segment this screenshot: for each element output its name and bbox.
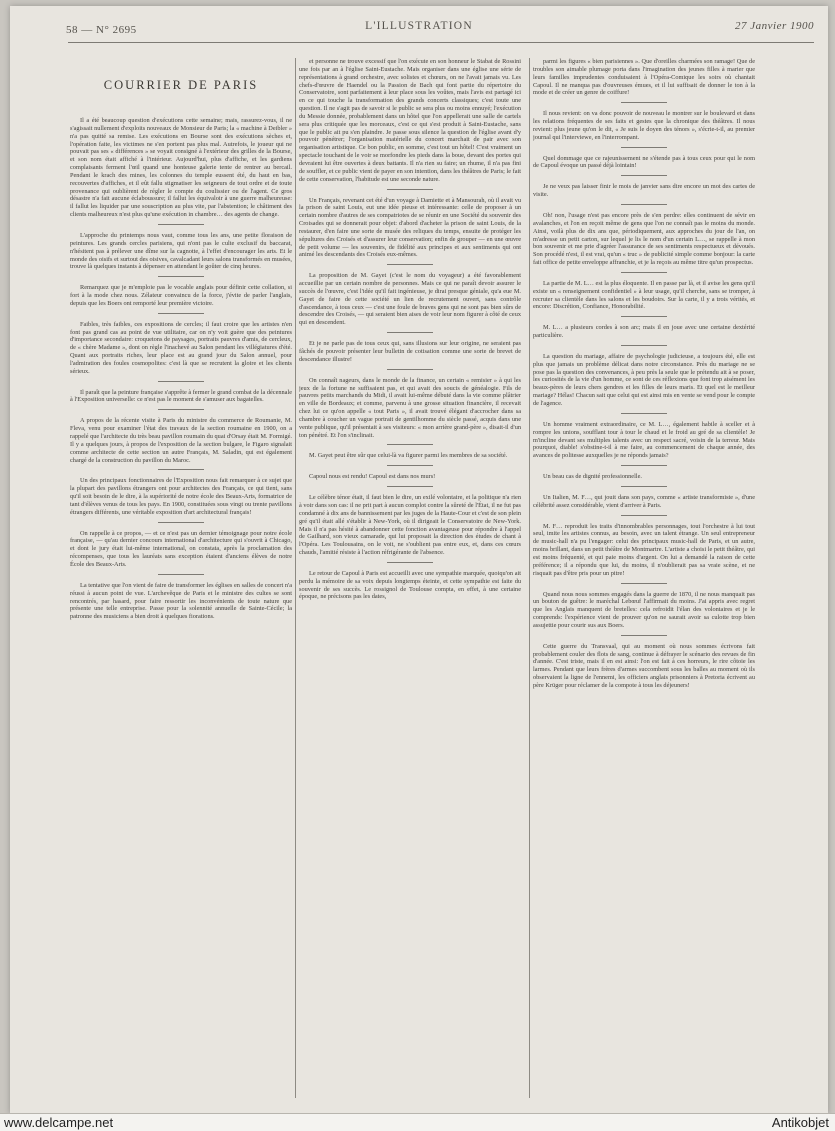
paragraph-separator bbox=[158, 381, 204, 382]
paragraph-separator bbox=[621, 175, 667, 176]
article-paragraph: Capoul nous est rendu! Capoul est dans nos murs! bbox=[309, 473, 436, 481]
article-paragraph: La question du mariage, affaire de psychologie judicieuse, a toujours été, elle est plus que jamais un problème délicat dans notre circonstance. Près du mariage ne se pose pas la question des convenances, à peu près la seule que le prétendu ait à se poser, les curiosités de la vie d'un homme, ce sont de ces réflexions que font trop aisément les beaux-pères de leurs chers gendres et les filles de leurs maris. Et quel est le meilleur mariage? Hélas! Chacun sait que celui qui est ainsi mis en vente se vend pour le compte de l'agence. bbox=[533, 352, 755, 407]
column-2-body bbox=[299, 58, 521, 601]
article-paragraph: Il paraît que la peinture française s'apprête à fermer le grand combat de la décennale à l'Exposition universelle: ce n'est pas le moment de s'amuser aux bagatelles. bbox=[70, 388, 292, 404]
paragraph-separator bbox=[621, 316, 667, 317]
column-divider bbox=[529, 58, 530, 1098]
watermark-band bbox=[0, 1113, 835, 1131]
paragraph-separator bbox=[621, 413, 667, 414]
article-paragraph: Il nous revient: on va donc pouvoir de nouveau le montrer sur le boulevard et dans les relations fréquentes de ses faits et gestes que la chronique des théâtres. Il nous revient: plus jeune qu'on le dit, « Je suis le doyen des ténors », s'écrie-t-il, au premier journal qui l'interviewe, en l'interrompant. bbox=[533, 110, 755, 141]
paragraph-separator bbox=[387, 264, 433, 265]
paragraph-separator bbox=[158, 313, 204, 314]
paragraph-separator bbox=[387, 562, 433, 563]
article-paragraph: Remarquez que je m'emploie pas le vocable anglais pour définir cette collation, si fort à la mode chez nous. Zélateur convaincu de la force, j'évite de parler l'anglais, depuis que les Boers ont remporté leur première victoire. bbox=[70, 284, 292, 307]
article-paragraph: parmi les figures « bien parisiennes ». Que d'oreilles charmées son ramage! Que de troubles son aimable plumage porta dans l'imagination des jeunes filles à marier que leurs familles imprudentes conduisaient à l'Opéra-Comique les soirs où chantait Capoul. Il ne manqua pas d'ouvreuses émues, et il lui suffisait de donner le ton à la mode et de créer un genre de coiffure! bbox=[533, 58, 755, 97]
paragraph-separator bbox=[158, 409, 204, 410]
paragraph-separator bbox=[621, 465, 667, 466]
running-head bbox=[10, 20, 828, 36]
paragraph-separator bbox=[387, 369, 433, 370]
article-paragraph: A propos de la récente visite à Paris du ministre du commerce de Roumanie, M. Fleva, venu pour examiner l'état des travaux de la section roumaine en 1900, on a rappelé que l'architecte du très beau pavillon roumain du quai d'Orsay était M. Formigé. Il y a quelques jours, à propos de l'exposition de la section bulgare, le Figaro signalait comme architecte de cette section un autre Français, M. Saladin, qui est également chargé de la construction du pavillon du Maroc. bbox=[70, 417, 292, 464]
column-3 bbox=[533, 58, 755, 1100]
article-paragraph: Il a été beaucoup question d'exécutions cette semaine; mais, rassurez-vous, il ne s'agissait nullement d'exploits nouveaux de Monsieur de Paris; la « machine à Deibler » n'a pas quitté sa remise. Les exécutions en Bourse sont des exécutions sèches et, l'opération faite, les victimes ne s'en portent pas plus mal. Autrefois, le joueur qui ne pouvait pas ses « différences » se voyait consigné à l'extérieur des grilles de la Bourse, et son nom était affiché à l'intérieur. Aujourd'hui, plus d'affiche, et les gardiens complaisants ferment l'œil quand une honteuse galerie tente de rentrer au bercail. Pendant le krach des mines, les colonnes du temple eussent été, du haut en bas, recouvertes d'affiches, et il eût fallu stigmatiser les seigneurs de tout ordre et de toute provenance qui oublièrent de régler le compte du coulissier ou de l'agent. Ce gros désastre n'a fait aucune éclaboussure; il fallut les équivaloir à une guerre malheureuse: il fallut les liquider par une souscription au plus vite, par l'abstention; le châtiment des clients malheureux n'est plus qu'une exécution in chambre… des agents de change. bbox=[70, 117, 292, 219]
paragraph-separator bbox=[387, 332, 433, 333]
paragraph-separator bbox=[621, 635, 667, 636]
article-paragraph: La partie de M. L… est la plus éloquente. Il en passe par là, et il avise les gens qu'il existe un « renseignement confidentiel » à leur usage, qu'il cherche, sans se tromper, à recruter sa clientèle dans les salons et les boudoirs. Sur la carte, il y a trois vérités, et encore: Discrétion, Confiance, Honorabilité. bbox=[533, 279, 755, 311]
column-1 bbox=[70, 58, 292, 1100]
newspaper-page bbox=[10, 6, 828, 1114]
article-paragraph: Et je ne parle pas de tous ceux qui, sans illusions sur leur origine, ne seraient pas fâchés de pouvoir présenter leur bulletin de cotisation comme une sorte de brevet de descendance illustre! bbox=[299, 340, 521, 363]
article-paragraph: M. L… a plusieurs cordes à son arc; mais il en joue avec une certaine dextérité particulière. bbox=[533, 324, 755, 340]
article-paragraph: Un des principaux fonctionnaires de l'Exposition nous fait remarquer à ce sujet que la plupart des pavillons étrangers ont pour architectes des Français, ce qui tient, sans qu'il soit besoin de le dire, à la supériorité de notre école des Beaux-Arts, formatrice de tant d'élèves venus de tous les pays. En 1900, constituées sous vingt ou trente pavillons étrangers différents, une véritable exposition d'art architectural français! bbox=[70, 477, 292, 516]
paragraph-separator bbox=[621, 204, 667, 205]
paragraph-separator bbox=[621, 102, 667, 103]
paragraph-separator bbox=[621, 345, 667, 346]
article-paragraph: M. Gayet peut être sûr que celui-là va figurer parmi les membres de sa société. bbox=[309, 452, 508, 460]
paragraph-separator bbox=[621, 583, 667, 584]
watermark-left: www.delcampe.net bbox=[4, 1115, 114, 1130]
paragraph-separator bbox=[621, 147, 667, 148]
paragraph-separator bbox=[387, 189, 433, 190]
article-paragraph: Un Italien, M. F…, qui jouit dans son pays, comme « artiste transformiste », d'une célébrité assez considérable, vient d'arriver à Paris. bbox=[533, 493, 755, 509]
column-3-body bbox=[533, 58, 755, 690]
article-paragraph: La tentative que l'on vient de faire de transformer les églises en salles de concert n'a réussi à aucun point de vue. L'archevêque de Paris et le ministre des cultes se sont rencontrés, par hasard, pour faire ressortir les inconvénients de toute nature que présente une telle entreprise. Passe pour la solennité annuelle de Sainte-Cécile; la patronne des musiciens a bien droit à quelques fiorations. bbox=[70, 581, 292, 621]
article-paragraph: Un homme vraiment extraordinaire, ce M. L…, également habile à sceller et à rompre les unions, soufflant tour à tour le chaud et le froid au gré de sa clientèle! Je m'incline devant ses multiples talents avec un respect sacré, voisin de la terreur. Mais pourquoi, diable! s'obstine-t-il à me faire, au commencement de chaque année, des avances de politesse auxquelles je ne réponds jamais? bbox=[533, 420, 755, 460]
paragraph-separator bbox=[387, 465, 433, 466]
article-paragraph: Un beau cas de dignité professionnelle. bbox=[543, 473, 642, 481]
article-paragraph: Faibles, très faibles, ces expositions de cercles; il faut croire que les artistes n'en font pas grand cas au point de vue utilitaire, car on n'y voit guère que des peintures d'importance secondaire: croquetons de paysages, portraits pauvres d'amis, de cercleux, de « chère Madame », dont on règle l'inachevé au Salon pendant les villégiatures d'été. Quant aux portraits riches, leur place est au grand jour du Salon annuel, pour l'admiration des foules cosmopolites: c'est là que se recrutent la gloire et les clients sérieux. bbox=[70, 320, 292, 375]
article-paragraph: On connaît nageurs, dans le monde de la finance, un certain « remisier » à qui les jeux de la fortune ne suffisaient pas, et qui avait des soucis de généalogie. Fils de pauvres petits marchands du Midi, il avait lui-même débuté dans la vie comme plâtrier en ville de Bordeaux; et comme, parvenu à une grosse situation financière, il recevait chez lui ce qu'on appelle « tout Paris », il avait trouvé élégant d'accrocher dans sa chambre à coucher un vague portrait de gentilhomme du siècle passé, acquis dans une vente publique, qu'il présentait à ses visiteurs: « mon arrière grand-père », disait-il d'un ton pénétré. Et l'on s'inclinait. bbox=[299, 376, 521, 439]
article-paragraph: M. F… reproduit les traits d'innombrables personnages, tout l'orchestre à lui tout seul, imite les artistes connus, au besoin, avec un talent étrange. Un seul entrepreneur de music-hall n'a pu l'engager: celui des principaux music-hall de Paris, et un autre, moins brillant, dans un petit théâtre de Montmartre. L'artiste a choisi le petit théâtre, qui est moins fréquenté, et qui paie moins d'argent. On lui a demandé la raison de cette préférence; il a répondu que lui, du moins, il n'oublierait pas sa vraie scène, et ne risquait pas d'être pris pour un pitre! bbox=[533, 522, 755, 577]
paragraph-separator bbox=[158, 574, 204, 575]
paragraph-separator bbox=[387, 486, 433, 487]
article-paragraph: Quand nous nous sommes engagés dans la guerre de 1870, il ne nous manquait pas un bouton de guêtre: le maréchal Lebœuf l'affirmait du moins. J'ai appris avec regret que les Anglais manquent de bretelles: cela refroidit l'élan des volontaires et je le comprends: l'expérience vient de prouver qu'on ne saurait avoir sa culotte trop bien assujettie pour courir sus aux Boers. bbox=[533, 590, 755, 629]
page-number: 58 — N° 2695 bbox=[66, 24, 137, 36]
article-paragraph: Le célèbre ténor était, il faut bien le dire, un exilé volontaire, et la politique n'a rien à voir dans son cas: il ne prit part à aucun complot contre la sûreté de l'État, il ne fut pas condamné à dix ans de bannissement par les juges de la Haute-Cour et c'est de son plein gré qu'il était allé s'établir à New-York, où il dirigeait le Conservatoire de New-York. Mais il n'a pas hésité à abandonner cette fonction avantageuse pour répondre à l'appel de Gailhard, son vieux camarade, qui lui proposait la direction des études de chant à l'Opéra. Les Toulousains, on le voit, ne s'oublient pas entre eux, et, dans ces cœurs chauds, l'amitié résiste à l'action réfrigérante de l'absence. bbox=[299, 494, 521, 557]
column-1-body bbox=[70, 117, 292, 621]
paragraph-separator bbox=[621, 272, 667, 273]
column-2 bbox=[299, 58, 521, 1100]
article-paragraph: La proposition de M. Gayet (c'est le nom du voyageur) a été favorablement accueillie par un certain nombre de personnes. Mais ce qui ne paraît devoir assurer le succès de l'œuvre, c'est l'idée qu'il fait ingénieuse, je dirai presque géniale, qu'a eue M. Gayet de faire de cette société un lien de recrutement ouvert, sans contrôle d'ascendance, à tous ceux — c'est une foule de braves gens qui ne sont pas bien sûrs de descendre des Croisés, — qui seraient bien aises de voir leur nom figurer à côté de ceux qui en descendent. bbox=[299, 272, 521, 327]
paragraph-separator bbox=[621, 515, 667, 516]
article-title: COURRIER DE PARIS bbox=[103, 78, 259, 92]
article-paragraph: Oh! non, l'usage n'est pas encore près de s'en perdre: elles continuent de sévir en avalanches, et l'on en reçoit même de gens que l'on ne connaît pas le moins du monde. Ainsi, voilà plus de dix ans que, périodiquement, aux approches du jour de l'an, on m'adresse un petit carton, sur lequel je lis le nom d'un certain L…, se rappelle à mon bon souvenir et me prie d'agréer l'assurance de ses sentiments respectueux et dévoués. Son procédé n'est, il est vrai, qu'un « truc » de publicité simple comme bonjour: la carte fait office de petite enveloppe affranchie, et je la reçois au même titre qu'un prospectus. bbox=[533, 211, 755, 267]
paragraph-separator bbox=[387, 444, 433, 445]
issue-date: 27 Janvier 1900 bbox=[735, 20, 814, 32]
paragraph-separator bbox=[621, 486, 667, 487]
column-divider bbox=[295, 58, 296, 1098]
article-paragraph: Un Français, revenant cet été d'un voyage à Damiette et à Mansourah, où il avait vu la prison de saint Louis, eut une idée pieuse et intéressante: celle de proposer à un certain nombre d'autres de ses compatriotes de se réunir en une Société du souvenir des Croisades qui se donnerait pour objet: d'abord d'acheter la prison de saint Louis, de la restaurer, d'en faire une sorte de musée des reliques du temps, ensuite de protéger les sépultures des Croisés et d'assurer leur conservation; enfin de grouper — en une œuvre de petit volume — les souvenirs, de fidélité aux principes et aux sentiments qui ont animé les descendants des Croisés eux-mêmes. bbox=[299, 196, 521, 259]
article-paragraph: Cette guerre du Transvaal, qui au moment où nous sommes écrivons fait probablement couler des flots de sang, continue à défrayer le scénario des revues de fin d'année. C'est triste, mais il en est ainsi: l'on est fait à ces horreurs, le rire côtoie les larmes. Pendant que leurs frères d'armes succombent sous les balles au moment où ils observaient la ligne de l'ennemi, les officiers anglais prisonniers à Pretoria écrivent au père Krüger pour réclamer de la compote à tous les déjeuners! bbox=[533, 642, 755, 689]
article-paragraph: Le retour de Capoul à Paris est accueilli avec une sympathie marquée, quoiqu'on ait perdu la mémoire de sa voix depuis longtemps éteinte, et cette sympathie est faite du souvenir de ses succès. Le rossignol de Toulouse compta, en effet, à une certaine époque, ne précisons pas les dates, bbox=[299, 569, 521, 601]
article-paragraph: et personne ne trouve excessif que l'on exécute en son honneur le Stabat de Rossini une fois par an à l'église Saint-Eustache. Mais organiser dans une église une série de représentations à grand orchestre, avec solistes et chœurs, on ne l'avait jamais vu. Les chefs-d'œuvre de Haendel ou la Passion de Bach qui font partie du répertoire du Conservatoire, sont parfaitement à leur place sous les voûtes, mais l'avis est partagé ici en ce qui touche la transformation des grands concerts classiques; c'est toute une question. Il ne s'agit pas de savoir si le public se sera plus ou moins ennuyé; l'exécution du Messie donnée, probablement dans un hôtel que l'on appellerait une salle de cartels sera plus critiquée que les morceaux, c'est ce qui s'est produit à Saint-Eustache, sans que le public ait pu s'en plaindre. Je passe sous silence la question de l'église avant d'y pouvoir pénétrer; l'organisation matérielle du concert marchait de pair avec son organisation artistique. Ce bon public, en somme, c'est tout un hôtel! C'est vraiment un spectacle touchant de le voir se morfondre les pieds dans la boue, devant des portes qui devraient lui être ouvertes à deux battants. Il n'a rien su faire; un rhume, il n'a pas fini de souffler, et ce public vient de payer en son intention, dans les théâtres de Paris; le fait de cette conservation, l'habitude est une seconde nature. bbox=[299, 58, 521, 183]
article-paragraph: On rappelle à ce propos, — et ce n'est pas un dernier témoignage pour notre école française, — qu'au dernier concours international d'architecture qui s'ouvrit à Chicago, et dont le jury était lui-même international, on constata, après la proclamation des récompenses, que tous les lauréats sans exception étaient d'anciens élèves de notre École des Beaux-Arts. bbox=[70, 529, 292, 568]
paragraph-separator bbox=[158, 469, 204, 470]
watermark-right: Antikobjet bbox=[771, 1115, 829, 1130]
article-paragraph: Quel dommage que ce rajeunissement ne s'étende pas à tous ceux pour qui le nom de Capoul évoque un passé déjà lointain! bbox=[533, 154, 755, 170]
paragraph-separator bbox=[158, 224, 204, 225]
header-rule bbox=[68, 42, 814, 43]
journal-title: L'ILLUSTRATION bbox=[365, 20, 473, 32]
article-paragraph: L'approche du printemps nous vaut, comme tous les ans, une petite floraison de peintures. Les grands cercles parisiens, qui n'ont pas le culte exclusif du baccarat, n'hésitent pas à prélever une dîme sur la cagnotte, à l'effet d'encourager les arts. Et le monde des oisifs et surtout des oisives, cavalcadant leurs salons transformés en musées, trouve là quelques instants à dépenser en attendant le goûter de cinq heures. bbox=[70, 231, 292, 271]
paragraph-separator bbox=[158, 276, 204, 277]
paragraph-separator bbox=[158, 522, 204, 523]
article-paragraph: Je ne veux pas laisser finir le mois de janvier sans dire encore un mot des cartes de visite. bbox=[533, 183, 755, 199]
